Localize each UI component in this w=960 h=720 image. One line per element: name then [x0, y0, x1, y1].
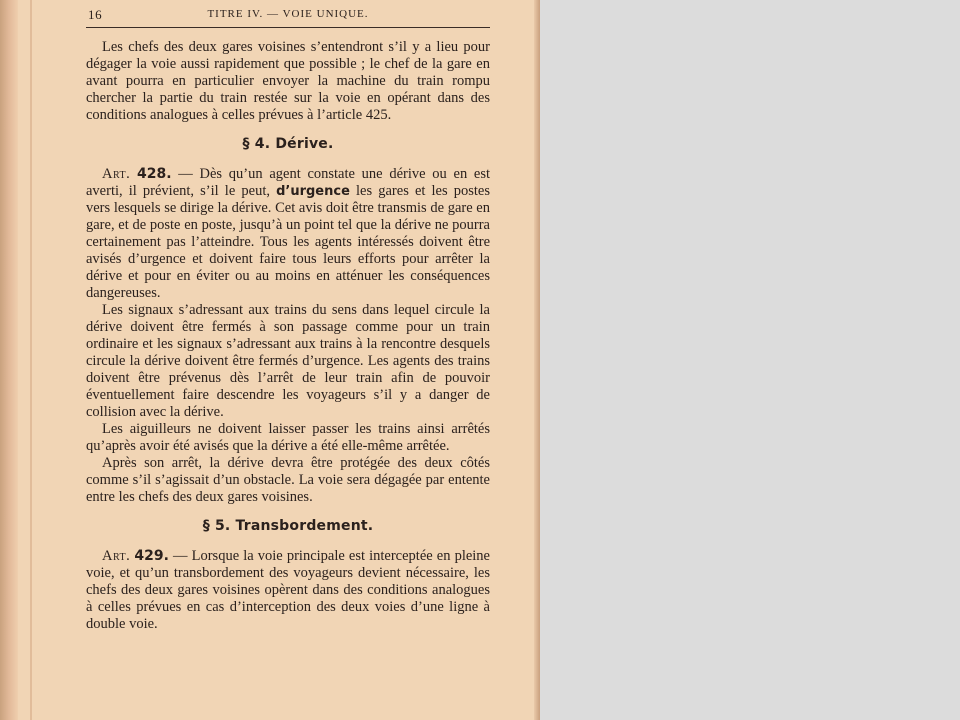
running-head-title: TITRE IV. — VOIE UNIQUE. [207, 8, 369, 20]
page-body [86, 39, 490, 633]
paragraph-signaux: Les signaux s’adressant aux trains du sens dans lequel circule la dérive doivent être fermés à son passage comme pour un train ordinaire et les signaux s’adressant aux trains à la rencontre desquels circule la dérive doivent être fermés d’urgence. Les agents des trains doivent être prévenus dès l’arrêt de leur train afin de pouvoir éventuellement faire descendre les voyageurs s’il y a danger de collision avec la dérive. [86, 302, 490, 420]
paragraph-intro: Les chefs des deux gares voisines s’entendront s’il y a lieu pour dégager la voie aussi rapidement que possible ; le chef de la gare en avant pourra en particulier envoyer la machine du train rompu chercher la partie du train restée sur la voie en opérant dans des conditions analogues à celles prévues à l’article 425. [86, 39, 490, 123]
article-number: 429. [134, 548, 169, 564]
page-number: 16 [88, 7, 103, 22]
running-head [86, 6, 490, 26]
article-text: Lorsque la voie principale est interceptée en pleine voie, et qu’un transbordement des voyageurs devient nécessaire, les chefs des deux gares voisines opèrent dans des conditions analogues à celles prévues en cas d’interception des deux voies d’une ligne à double voie. [86, 548, 490, 632]
article-label: Art. [102, 548, 131, 564]
article-428 [86, 166, 490, 302]
book-gutter [0, 0, 18, 720]
paragraph-arret: Après son arrêt, la dérive devra être protégée des deux côtés comme s’il s’agissait d’un obstacle. La voie sera dégagée par entente entre les chefs des deux gares voisines. [86, 455, 490, 505]
page-edge-line [30, 0, 32, 720]
paragraph-aiguilleurs: Les aiguilleurs ne doivent laisser passer les trains ainsi arrêtés qu’après avoir été avisés que la dérive a été elle-même arrêtée. [86, 421, 490, 454]
article-text: Dès qu’un agent constate une dérive ou en est averti, il prévient, s’il le peut, [86, 166, 491, 199]
article-dash: — [171, 166, 200, 182]
section-heading-derive: § 4. Dérive. [242, 136, 334, 152]
article-number: 428. [137, 166, 172, 182]
article-429 [86, 548, 490, 633]
article-dash: — [168, 548, 192, 564]
section-heading-transbordement: § 5. Transbordement. [202, 518, 374, 534]
page-right-edge [534, 0, 540, 720]
article-text-continued: les gares et les postes vers lesquels se dirige la dérive. Cet avis doit être transmis de gare en gare, et de poste en poste, jusqu’à un point tel que la dérive ne pourra certainement pas l’atteindre. Tous les agents intéressés doivent être avisés d’urgence et doivent faire tous leurs efforts pour arrêter la dérive et pour en éviter ou au moins en atténuer les conséquences dangereuses. [86, 183, 490, 301]
article-emphasis: d’urgence [276, 184, 350, 199]
article-label: Art. [102, 166, 131, 182]
header-rule [86, 27, 490, 28]
